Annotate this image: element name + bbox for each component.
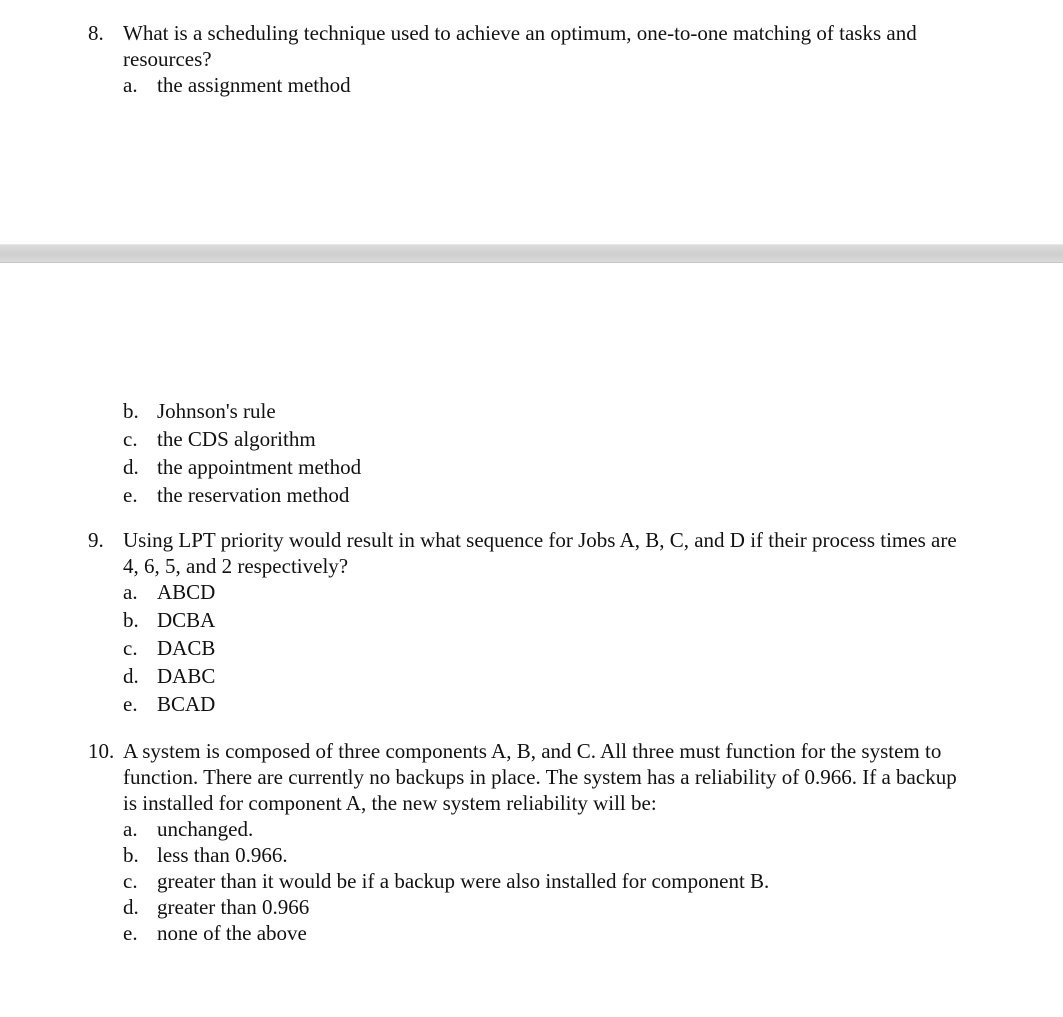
question-text: A system is composed of three components A, B, and C. All three must function for the system to function. There are currently no backups in place. The system has a reliability of 0.966. If a backup is installed for component A, the new system reliability will be: xyxy=(123,739,957,815)
option-text: none of the above xyxy=(157,921,307,945)
answer-option xyxy=(88,72,968,100)
answer-option xyxy=(88,607,968,635)
page-divider xyxy=(0,244,1063,263)
answer-option xyxy=(88,920,968,946)
option-letter: a. xyxy=(123,817,138,841)
answer-option xyxy=(88,868,968,894)
question-8 xyxy=(88,20,968,100)
answer-option xyxy=(88,426,968,454)
option-letter: e. xyxy=(123,483,138,507)
option-text: the appointment method xyxy=(157,455,362,479)
question-text: What is a scheduling technique used to achieve an optimum, one-to-one matching of tasks and resources? xyxy=(123,21,917,71)
answer-option xyxy=(88,635,968,663)
answer-option xyxy=(88,579,968,607)
answer-option xyxy=(88,482,968,510)
option-text: unchanged. xyxy=(157,817,254,841)
option-letter: b. xyxy=(123,843,139,867)
option-text: Johnson's rule xyxy=(157,399,276,423)
question-10 xyxy=(88,738,968,946)
question-8-stem xyxy=(88,20,968,72)
answer-option xyxy=(88,842,968,868)
option-text: the reservation method xyxy=(157,483,350,507)
answer-option xyxy=(88,663,968,691)
option-letter: d. xyxy=(123,664,139,688)
option-text: greater than 0.966 xyxy=(157,895,310,919)
option-letter: a. xyxy=(123,580,138,604)
option-letter: e. xyxy=(123,692,138,716)
answer-option xyxy=(88,454,968,482)
option-text: DABC xyxy=(157,664,216,688)
question-number: 9. xyxy=(88,528,104,552)
option-text: DCBA xyxy=(157,608,216,632)
question-10-stem xyxy=(88,738,968,816)
answer-option xyxy=(88,816,968,842)
option-letter: c. xyxy=(123,869,138,893)
question-text: Using LPT priority would result in what sequence for Jobs A, B, C, and D if their process times are 4, 6, 5, and 2 respectively? xyxy=(123,528,957,578)
option-letter: d. xyxy=(123,455,139,479)
option-text: the CDS algorithm xyxy=(157,427,316,451)
option-text: greater than it would be if a backup were also installed for component B. xyxy=(157,869,770,893)
answer-option xyxy=(88,398,968,426)
answer-option xyxy=(88,894,968,920)
option-text: ABCD xyxy=(157,580,216,604)
option-text: DACB xyxy=(157,636,216,660)
option-text: the assignment method xyxy=(157,73,351,97)
option-letter: d. xyxy=(123,895,139,919)
answer-option xyxy=(88,691,968,719)
question-9-stem xyxy=(88,527,968,579)
page-bottom-section xyxy=(0,263,1063,1017)
option-letter: a. xyxy=(123,73,138,97)
option-letter: b. xyxy=(123,608,139,632)
question-number: 8. xyxy=(88,21,104,45)
option-text: less than 0.966. xyxy=(157,843,288,867)
page-top-section xyxy=(0,0,1063,244)
question-8-continued xyxy=(88,398,968,510)
option-letter: c. xyxy=(123,427,138,451)
option-letter: b. xyxy=(123,399,139,423)
question-number: 10. xyxy=(88,739,115,763)
option-text: BCAD xyxy=(157,692,216,716)
question-9 xyxy=(88,527,968,719)
option-letter: c. xyxy=(123,636,138,660)
option-letter: e. xyxy=(123,921,138,945)
